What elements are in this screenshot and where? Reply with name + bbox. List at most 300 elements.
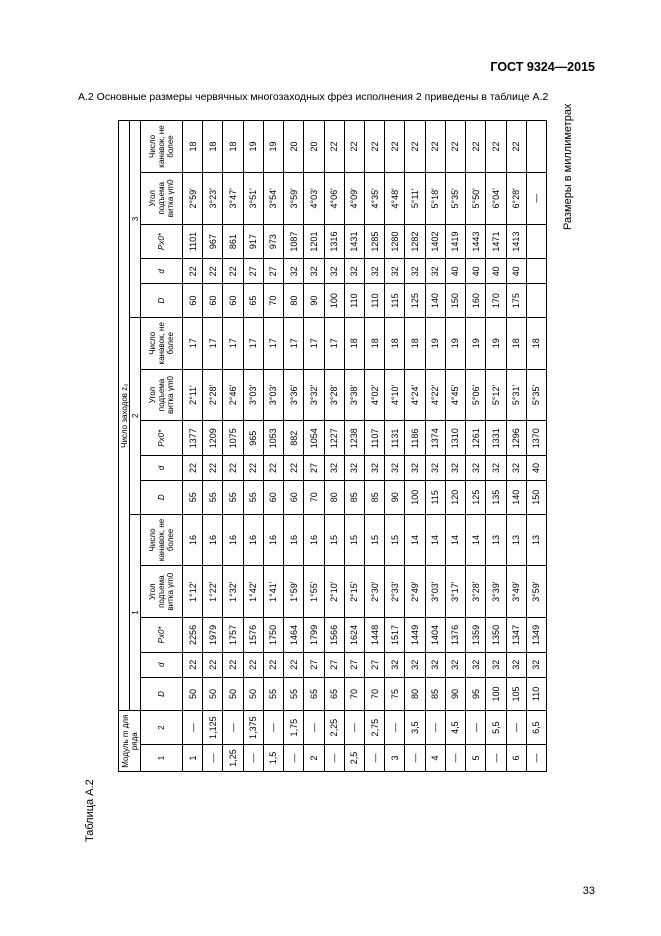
table-cell: 3°03' [243,369,263,421]
table-cell: 2°49' [405,566,425,618]
col-D-header: D [141,284,183,318]
table-cell: 1285 [364,224,384,259]
table-cell: 3°28' [466,566,486,618]
table-cell: 90 [445,677,465,711]
table-cell: 50 [243,677,263,711]
table-cell: 5°18' [425,172,445,224]
table-row [344,121,364,772]
col-P-header: Pх0* [141,618,183,653]
table-cell: 1,5 [263,745,283,772]
table-cell: 1087 [284,224,304,259]
table-cell: 150 [445,284,465,318]
table-cell: 1054 [304,421,324,456]
table-cell: 14 [425,514,445,566]
table-cell: 1°22' [203,566,223,618]
table-cell: 1261 [466,421,486,456]
table-cell: 80 [324,480,344,514]
table-cell: 17 [324,317,344,369]
table-cell: 55 [263,677,283,711]
table-cell: 55 [183,480,203,514]
table-cell: 60 [284,480,304,514]
group-header: 3 [130,121,141,318]
table-cell: 18 [223,121,243,173]
table-cell: 32 [466,456,486,481]
table-cell: 4,5 [445,711,465,745]
table-cell: 150 [526,480,546,514]
table-cell: 3°23' [203,172,223,224]
table-cell: 14 [405,514,425,566]
table-cell: 22 [405,121,425,173]
col-D-header: D [141,480,183,514]
table-cell: 4°06' [324,172,344,224]
table-cell: 22 [243,456,263,481]
table-cell: 55 [223,480,243,514]
table-cell: 22 [223,456,243,481]
table-cell: 4°22' [425,369,445,421]
table-cell: 1316 [324,224,344,259]
table-cell: 1°55' [304,566,324,618]
table-cell: — [344,711,364,745]
table-cell: 60 [223,284,243,318]
table-cell: 32 [344,259,364,284]
table-cell: 3°39' [486,566,506,618]
table-cell: 18 [203,121,223,173]
table-cell: 2°11' [183,369,203,421]
table-cell: 32 [385,259,405,284]
table-cell: 861 [223,224,243,259]
table-cell: 22 [284,456,304,481]
table-cell: 32 [304,259,324,284]
table-cell: 2,5 [344,745,364,772]
table-cell: 13 [526,514,546,566]
col-angle-header: Угол подъема витка γm0 [141,566,183,618]
table-cell: 3 [385,745,405,772]
table-cell: 17 [284,317,304,369]
table-cell: 1075 [223,421,243,456]
table-cell: 32 [324,259,344,284]
table-cell: 22 [466,121,486,173]
table-cell: 110 [526,677,546,711]
table-cell: 20 [304,121,324,173]
table-cell: 1101 [183,224,203,259]
table-cell: 882 [284,421,304,456]
table-cell: 32 [324,456,344,481]
table-cell: 4°24' [405,369,425,421]
table-cell: 18 [405,317,425,369]
table-cell: 6 [506,745,526,772]
table-cell: 13 [486,514,506,566]
intro-text: А.2 Основные размеры червячных многозаходных фрез исполнения 2 приведены в таблице А.2 [78,91,549,103]
table-cell: 1186 [405,421,425,456]
starts-header: Число заходов z₀ [119,121,130,711]
table-cell: 3,5 [405,711,425,745]
table-cell: 17 [263,317,283,369]
table-cell: 1°42' [243,566,263,618]
table-row [243,121,263,772]
table-cell: 19 [263,121,283,173]
col-P-header: Pх0* [141,421,183,456]
table-cell: 32 [506,456,526,481]
table-cell: 17 [203,317,223,369]
table-row [203,121,223,772]
table-cell: 22 [263,652,283,677]
table-cell [526,259,546,284]
table-cell: 22 [263,456,283,481]
table-cell: 3°51' [243,172,263,224]
table-cell: 65 [243,284,263,318]
table-cell: 1,25 [223,745,243,772]
table-cell: 14 [466,514,486,566]
table-cell: 19 [243,121,263,173]
table-cell: — [304,711,324,745]
table-cell: 140 [425,284,445,318]
table-cell: 22 [223,652,243,677]
table-cell: 160 [466,284,486,318]
table-cell: 1282 [405,224,425,259]
table-row [526,121,546,772]
table-cell: 27 [364,652,384,677]
table-cell: 2°46' [223,369,243,421]
table-cell: 32 [344,456,364,481]
col-angle-header: Угол подъема витка γm0 [141,172,183,224]
table-cell: 27 [243,259,263,284]
table-cell: 2°15' [344,566,364,618]
table-cell: 1376 [445,618,465,653]
table-cell: 40 [445,259,465,284]
table-cell: 1624 [344,618,364,653]
table-cell: 110 [364,284,384,318]
table-cell: 1431 [344,224,364,259]
table-cell: 1131 [385,421,405,456]
table-cell: 17 [223,317,243,369]
table-cell: 50 [203,677,223,711]
table-cell: 1296 [506,421,526,456]
table-body [183,121,547,772]
table-cell: 32 [385,652,405,677]
table-cell: 4°45' [445,369,465,421]
table-cell: 50 [183,677,203,711]
table-cell: 1,375 [243,711,263,745]
table-cell: 965 [243,421,263,456]
table-cell: 13 [506,514,526,566]
table-cell: 1347 [506,618,526,653]
table-cell: 2,25 [324,711,344,745]
table-cell: 22 [425,121,445,173]
table-cell: 1,75 [284,711,304,745]
table-cell: 22 [284,652,304,677]
table-cell: 1413 [506,224,526,259]
table-cell: 18 [385,317,405,369]
table-cell: 19 [425,317,445,369]
table-cell: 32 [364,456,384,481]
table-cell: 3°03' [263,369,283,421]
table-cell: 32 [425,652,445,677]
table-cell: 4°10' [385,369,405,421]
table-cell: 110 [344,284,364,318]
table-cell: 2°10' [324,566,344,618]
table-cell: 1°32' [223,566,243,618]
table-row [183,121,203,772]
table-cell: 967 [203,224,223,259]
col-D-header: D [141,677,183,711]
table-cell: 90 [385,480,405,514]
table-cell: 1404 [425,618,445,653]
table-cell: 22 [364,121,384,173]
table-cell: 3°17' [445,566,465,618]
table-cell: 6°28' [506,172,526,224]
table-row [506,121,526,772]
table-cell: 17 [183,317,203,369]
table-cell: 60 [263,480,283,514]
dimensions-table [118,120,547,772]
table-cell: 2,75 [364,711,384,745]
table-cell: 32 [405,456,425,481]
table-cell: 1402 [425,224,445,259]
table-cell: 40 [506,259,526,284]
table-cell: 27 [324,652,344,677]
table-cell: 1517 [385,618,405,653]
table-cell: 18 [364,317,384,369]
table-cell: 16 [243,514,263,566]
table-cell: 32 [526,652,546,677]
table-cell: 3°32' [304,369,324,421]
table-cell: 85 [344,480,364,514]
table-cell: 1201 [304,224,324,259]
table-cell: 19 [466,317,486,369]
table-cell: 16 [284,514,304,566]
table-cell: 22 [203,456,223,481]
table-row [304,121,324,772]
table-cell: 15 [364,514,384,566]
table-cell: 1107 [364,421,384,456]
table-cell: 14 [445,514,465,566]
table-cell: 22 [385,121,405,173]
table-cell: 170 [486,284,506,318]
row-series-1-header: 1 [141,745,183,772]
table-cell: 22 [506,121,526,173]
table-cell: 115 [425,480,445,514]
table-cell: 22 [243,652,263,677]
table-cell: 125 [405,284,425,318]
table-cell: 5°35' [445,172,465,224]
table-cell: — [526,172,546,224]
table-cell: 4°48' [385,172,405,224]
table-cell: 1359 [466,618,486,653]
table-cell: — [445,745,465,772]
table-cell: 1464 [284,618,304,653]
page-number: 33 [582,885,595,897]
table-cell: 1377 [183,421,203,456]
table-cell: 22 [344,121,364,173]
group-header: 2 [130,317,141,514]
table-cell: 1227 [324,421,344,456]
table-cell: 1370 [526,421,546,456]
table-cell: 5°35' [526,369,546,421]
table-cell: 5°12' [486,369,506,421]
table-cell: 3°38' [344,369,364,421]
table-cell: 22 [486,121,506,173]
module-header: Модуль m для ряда [119,711,141,772]
table-cell: 2°30' [364,566,384,618]
table-cell: 18 [526,317,546,369]
table-cell: 32 [405,652,425,677]
table-cell: — [223,711,243,745]
table-cell: 3°59' [526,566,546,618]
col-d-header: d [141,652,183,677]
table-cell: 22 [223,259,243,284]
table-cell: 16 [223,514,243,566]
table-cell: 32 [445,456,465,481]
table-cell: 32 [364,259,384,284]
table-cell: — [405,745,425,772]
table-cell: 175 [506,284,526,318]
table-cell: 4°35' [364,172,384,224]
table-cell: 60 [203,284,223,318]
table-cell: 65 [324,677,344,711]
table-cell: 4°09' [344,172,364,224]
table-row [466,121,486,772]
table-cell: 16 [263,514,283,566]
standard-header: ГОСТ 9324—2015 [490,60,595,74]
table-cell: 1979 [203,618,223,653]
table-row [486,121,506,772]
table-cell: 1°59' [284,566,304,618]
table-cell: 50 [223,677,243,711]
table-row [385,121,405,772]
table-cell: 22 [183,652,203,677]
table-cell: 1443 [466,224,486,259]
table-cell: 27 [304,456,324,481]
table-cell: 32 [445,652,465,677]
table-cell: 1449 [405,618,425,653]
table-cell: 16 [183,514,203,566]
table-cell: 1566 [324,618,344,653]
units-label: Размеры в миллиметрах [562,103,574,230]
table-cell: 973 [263,224,283,259]
table-cell [526,121,546,173]
table-cell: — [263,711,283,745]
col-grooves-header: Число канавок, не более [141,514,183,566]
table-cell: 70 [263,284,283,318]
table-cell: 4°03' [304,172,324,224]
table-cell: 2 [304,745,324,772]
table-cell: 32 [486,652,506,677]
table-cell: 1374 [425,421,445,456]
table-cell: 5°50' [466,172,486,224]
table-cell: — [203,745,223,772]
table-cell: 1471 [486,224,506,259]
table-cell: 32 [284,259,304,284]
table-cell: 40 [466,259,486,284]
table-cell: 1°12' [183,566,203,618]
table-cell: 70 [344,677,364,711]
table-cell: 2°28' [203,369,223,421]
table-cell: 100 [486,677,506,711]
table-cell: 22 [445,121,465,173]
table-cell: 1331 [486,421,506,456]
table-cell: 6°04' [486,172,506,224]
table-cell: 3°59' [284,172,304,224]
table-cell: 1757 [223,618,243,653]
table-cell: — [385,711,405,745]
table-cell: 115 [385,284,405,318]
table-cell: 1280 [385,224,405,259]
table-cell: 22 [324,121,344,173]
table-cell: — [466,711,486,745]
table-cell: 32 [385,456,405,481]
table-cell: 1349 [526,618,546,653]
table-cell [526,284,546,318]
table-cell: 27 [344,652,364,677]
table-cell: — [183,711,203,745]
table-cell: 1750 [263,618,283,653]
table-cell: — [486,745,506,772]
table-cell: 70 [364,677,384,711]
table-cell: 2°33' [385,566,405,618]
table-cell: 55 [243,480,263,514]
table-cell: 27 [263,259,283,284]
table-cell: 140 [506,480,526,514]
table-cell: 16 [304,514,324,566]
table-cell: 90 [304,284,324,318]
col-P-header: Pх0* [141,224,183,259]
table-cell: 100 [405,480,425,514]
table-cell: — [243,745,263,772]
table-cell [526,224,546,259]
table-cell: 5 [466,745,486,772]
table-cell: — [526,745,546,772]
table-cell: 22 [183,259,203,284]
table-cell: 55 [284,677,304,711]
table-cell: 3°49' [506,566,526,618]
table-cell: 1576 [243,618,263,653]
table-cell: 19 [445,317,465,369]
table-cell: 1310 [445,421,465,456]
table-cell: 15 [344,514,364,566]
table-cell: 3°28' [324,369,344,421]
table-cell: 917 [243,224,263,259]
table-cell: 3°54' [263,172,283,224]
table-row [324,121,344,772]
col-d-header: d [141,259,183,284]
table-cell: 18 [506,317,526,369]
table-cell: 60 [183,284,203,318]
col-d-header: d [141,456,183,481]
table-cell: 1238 [344,421,364,456]
table-cell: 15 [324,514,344,566]
table-cell: 100 [324,284,344,318]
table-row [425,121,445,772]
table-cell: 80 [284,284,304,318]
table-row [284,121,304,772]
table-cell: 32 [486,456,506,481]
table-cell: 135 [486,480,506,514]
table-cell: 5,5 [486,711,506,745]
table-row [364,121,384,772]
table-cell: 16 [203,514,223,566]
table-cell: 1350 [486,618,506,653]
table-cell: 1209 [203,421,223,456]
table-cell: 40 [526,456,546,481]
table-cell: 2°59' [183,172,203,224]
table-cell: 32 [405,259,425,284]
table-cell: 18 [344,317,364,369]
table-cell: 32 [466,652,486,677]
table-cell: 15 [385,514,405,566]
group-header: 1 [130,514,141,711]
table-cell: 80 [405,677,425,711]
table-cell: 65 [304,677,324,711]
